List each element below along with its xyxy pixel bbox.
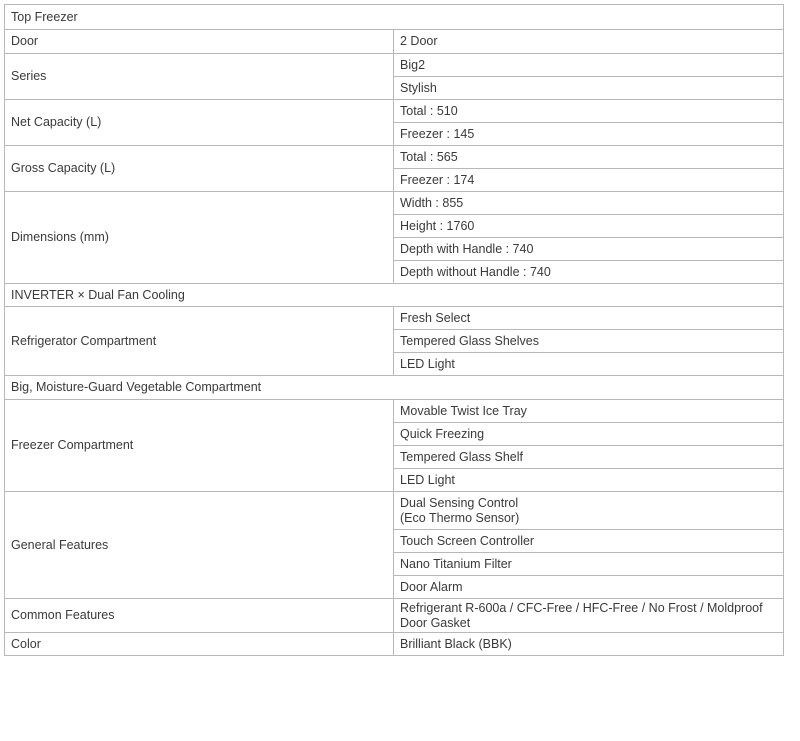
row-value-series: Stylish <box>394 77 784 100</box>
table-row <box>5 492 784 530</box>
row-value-gross-capacity: Total : 565 <box>394 146 784 169</box>
table-row <box>5 146 784 169</box>
row-label-general-features: General Features <box>5 492 394 599</box>
row-value-freezer-compartment: LED Light <box>394 469 784 492</box>
table-row <box>5 307 784 330</box>
row-label-color: Color <box>5 633 394 656</box>
row-label-door: Door <box>5 30 394 54</box>
row-value-freezer-compartment: Quick Freezing <box>394 423 784 446</box>
row-value-net-capacity: Freezer : 145 <box>394 123 784 146</box>
table-row <box>5 284 784 307</box>
row-label-gross-capacity: Gross Capacity (L) <box>5 146 394 192</box>
row-label-refrigerator-compartment: Refrigerator Compartment <box>5 307 394 376</box>
row-value-door: 2 Door <box>394 30 784 54</box>
row-label-common-features: Common Features <box>5 599 394 633</box>
row-label-dimensions: Dimensions (mm) <box>5 192 394 284</box>
row-label-series: Series <box>5 54 394 100</box>
row-value-net-capacity: Total : 510 <box>394 100 784 123</box>
row-value-general-features: Nano Titanium Filter <box>394 553 784 576</box>
section-inverter: INVERTER × Dual Fan Cooling <box>5 284 784 307</box>
row-value-freezer-compartment: Tempered Glass Shelf <box>394 446 784 469</box>
row-value-common-features: Refrigerant R-600a / CFC-Free / HFC-Free / No Frost / Moldproof Door Gasket <box>394 599 784 633</box>
table-row <box>5 5 784 30</box>
table-row <box>5 54 784 77</box>
table-row <box>5 599 784 633</box>
row-value-gross-capacity: Freezer : 174 <box>394 169 784 192</box>
table-row <box>5 100 784 123</box>
table-row <box>5 192 784 215</box>
row-value-color: Brilliant Black (BBK) <box>394 633 784 656</box>
category-header: Top Freezer <box>5 5 784 30</box>
row-label-net-capacity: Net Capacity (L) <box>5 100 394 146</box>
section-vegetable-compartment: Big, Moisture-Guard Vegetable Compartment <box>5 376 784 400</box>
row-label-freezer-compartment: Freezer Compartment <box>5 400 394 492</box>
row-value-refrigerator-compartment: Tempered Glass Shelves <box>394 330 784 353</box>
row-value-refrigerator-compartment: Fresh Select <box>394 307 784 330</box>
table-row <box>5 30 784 54</box>
row-value-dimensions: Height : 1760 <box>394 215 784 238</box>
row-value-refrigerator-compartment: LED Light <box>394 353 784 376</box>
table-row <box>5 633 784 656</box>
row-value-dimensions: Width : 855 <box>394 192 784 215</box>
row-value-general-features: Dual Sensing Control (Eco Thermo Sensor) <box>394 492 784 530</box>
row-value-series: Big2 <box>394 54 784 77</box>
row-value-general-features: Door Alarm <box>394 576 784 599</box>
row-value-dimensions: Depth without Handle : 740 <box>394 261 784 284</box>
table-row <box>5 376 784 400</box>
row-value-general-features: Touch Screen Controller <box>394 530 784 553</box>
spec-table <box>4 4 784 656</box>
table-row <box>5 400 784 423</box>
row-value-freezer-compartment: Movable Twist Ice Tray <box>394 400 784 423</box>
row-value-dimensions: Depth with Handle : 740 <box>394 238 784 261</box>
